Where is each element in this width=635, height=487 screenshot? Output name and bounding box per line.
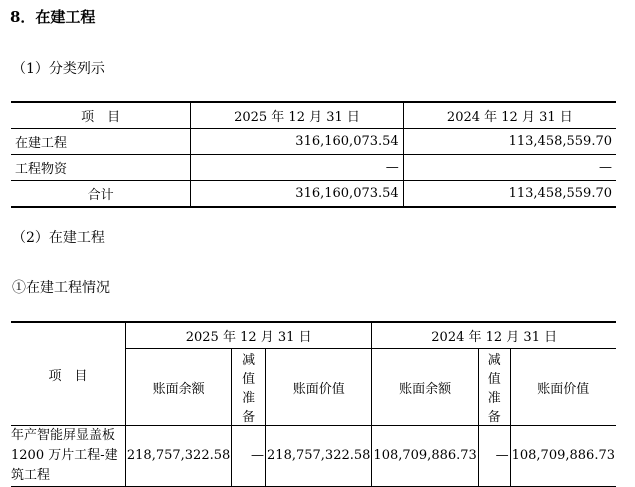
- group-header-2025: 2025 年 12 月 31 日: [125, 322, 372, 349]
- subheading-construction: （2）在建工程: [12, 230, 105, 246]
- header-2024: 2024 年 12 月 31 日: [403, 102, 616, 129]
- value-2024: —: [403, 155, 616, 181]
- total-2024: 113,458,559.70: [403, 181, 616, 208]
- subheading-construction-status: ①在建工程情况: [12, 280, 110, 296]
- group-header-2024: 2024 年 12 月 31 日: [372, 322, 616, 349]
- subheader-book-value: 账面价值: [510, 349, 616, 426]
- value-2024-book-value: 108,709,886.73: [510, 426, 616, 487]
- total-2025: 316,160,073.54: [191, 181, 403, 208]
- total-label: 合计: [11, 181, 191, 208]
- value-2025-book-value: 218,757,322.58: [266, 426, 372, 487]
- table-row: [11, 426, 616, 487]
- subheader-book-balance: 账面余额: [125, 349, 231, 426]
- row-label: 在建工程: [11, 129, 191, 155]
- construction-status-table: [11, 321, 616, 487]
- table-group-header-row: [11, 322, 616, 349]
- subheading-classification: （1）分类列示: [12, 61, 105, 77]
- table-row: [11, 129, 616, 155]
- value-2025-book-balance: 218,757,322.58: [125, 426, 231, 487]
- value-2024-impairment: —: [478, 426, 510, 487]
- header-item: 项 目: [11, 102, 191, 129]
- value-2024: 113,458,559.70: [403, 129, 616, 155]
- row-label: 年产智能屏显盖板 1200 万片工程-建筑工程: [11, 426, 125, 487]
- table-row: [11, 155, 616, 181]
- row-label: 工程物资: [11, 155, 191, 181]
- value-2025: —: [191, 155, 403, 181]
- table-row-total: [11, 181, 616, 208]
- value-2025-impairment: —: [232, 426, 266, 487]
- subheader-impairment: 减值准备: [232, 349, 266, 426]
- subheader-book-value: 账面价值: [266, 349, 372, 426]
- table-header-row: [11, 102, 616, 129]
- value-2024-book-balance: 108,709,886.73: [372, 426, 478, 487]
- subheader-impairment: 减值准备: [478, 349, 510, 426]
- value-2025: 316,160,073.54: [191, 129, 403, 155]
- subheader-book-balance: 账面余额: [372, 349, 478, 426]
- classification-table: [11, 101, 616, 208]
- header-item: 项 目: [11, 322, 125, 426]
- header-2025: 2025 年 12 月 31 日: [191, 102, 403, 129]
- section-heading: 8．在建工程: [10, 8, 96, 26]
